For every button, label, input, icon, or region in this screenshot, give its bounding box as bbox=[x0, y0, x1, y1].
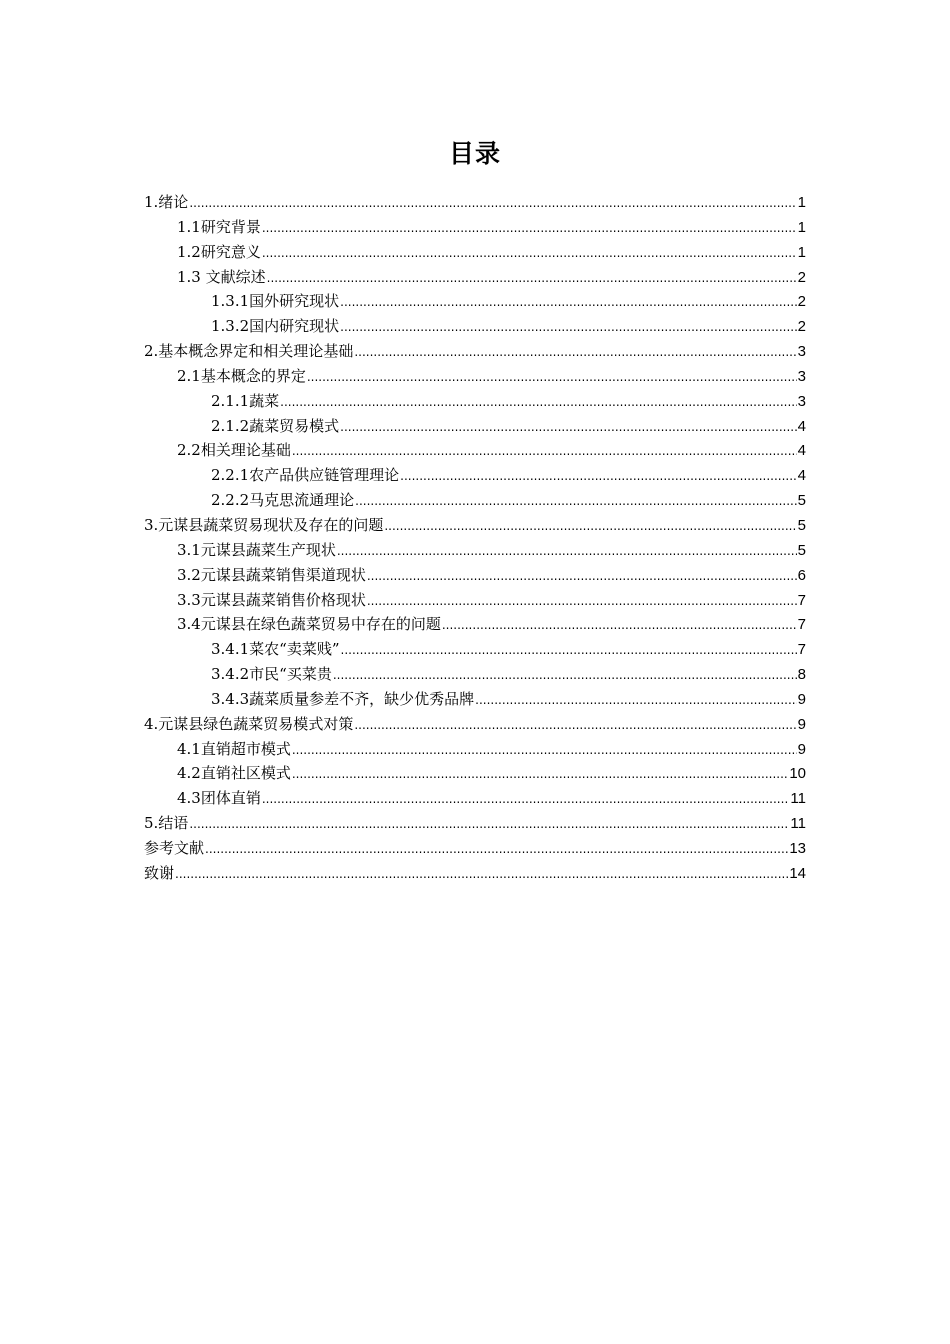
toc-dot-leader bbox=[354, 713, 796, 738]
toc-dot-leader bbox=[333, 663, 797, 688]
toc-entry-page-number: 14 bbox=[789, 864, 806, 882]
toc-entry[interactable] bbox=[144, 563, 806, 588]
toc-entry[interactable] bbox=[144, 240, 806, 265]
toc-entry[interactable] bbox=[144, 215, 806, 240]
toc-entry-text: 4.2直销社区模式 bbox=[177, 764, 291, 783]
toc-dot-leader bbox=[355, 489, 796, 514]
toc-entry-page-number: 3 bbox=[797, 343, 806, 361]
toc-entry-page-number: 11 bbox=[790, 815, 806, 833]
toc-dot-leader bbox=[262, 787, 790, 812]
toc-dot-leader bbox=[267, 266, 797, 291]
toc-entry-text: 3.4.1菜农“卖菜贱” bbox=[211, 640, 340, 659]
toc-dot-leader bbox=[341, 638, 797, 663]
toc-entry[interactable] bbox=[144, 414, 806, 439]
toc-dot-leader bbox=[340, 415, 796, 440]
toc-entry-page-number: 5 bbox=[797, 541, 806, 559]
toc-entry-text: 2.基本概念界定和相关理论基础 bbox=[144, 342, 354, 361]
toc-entry-text: 4.元谋县绿色蔬菜贸易模式对策 bbox=[144, 714, 354, 733]
toc-entry[interactable] bbox=[144, 687, 806, 712]
toc-entry-text: 致谢 bbox=[144, 863, 175, 882]
toc-entry-text: 3.4元谋县在绿色蔬菜贸易中存在的问题 bbox=[177, 615, 441, 634]
toc-dot-leader bbox=[292, 738, 797, 763]
toc-entry-page-number: 3 bbox=[797, 392, 806, 410]
toc-entry-text: 1.1研究背景 bbox=[177, 217, 261, 236]
toc-entry-text: 3.1元谋县蔬菜生产现状 bbox=[177, 540, 336, 559]
toc-dot-leader bbox=[262, 216, 797, 241]
toc-entry-page-number: 1 bbox=[797, 194, 806, 211]
toc-entry-page-number: 4 bbox=[797, 417, 806, 435]
toc-entry[interactable] bbox=[144, 265, 806, 290]
toc-entry-text: 2.2.1农产品供应链管理理论 bbox=[211, 466, 400, 485]
toc-entry-text: 1.3.1国外研究现状 bbox=[211, 292, 340, 311]
toc-entry-page-number: 1 bbox=[797, 218, 806, 236]
toc-entry-page-number: 7 bbox=[797, 591, 806, 609]
toc-entry-text: 2.1.2蔬菜贸易模式 bbox=[211, 416, 340, 435]
toc-entry-page-number: 1 bbox=[797, 243, 806, 261]
toc-entry[interactable] bbox=[144, 637, 806, 662]
toc-entry-page-number: 2 bbox=[797, 268, 806, 286]
toc-entry-text: 3.2元谋县蔬菜销售渠道现状 bbox=[177, 565, 366, 584]
toc-entry[interactable] bbox=[144, 861, 806, 886]
toc-entry-text: 参考文献 bbox=[144, 838, 205, 857]
toc-entry[interactable] bbox=[144, 389, 806, 414]
toc-entry-text: 4.3团体直销 bbox=[177, 789, 261, 808]
toc-entry-text: 2.2.2马克思流通理论 bbox=[211, 491, 355, 510]
toc-entry-text: 1.3.2国内研究现状 bbox=[211, 317, 340, 336]
toc-entry[interactable] bbox=[144, 786, 806, 811]
toc-dot-leader bbox=[340, 290, 796, 315]
toc-entry[interactable] bbox=[144, 339, 806, 364]
toc-entry-text: 1.3 文献综述 bbox=[177, 267, 266, 286]
toc-entry[interactable] bbox=[144, 712, 806, 737]
toc-entry-text: 3.元谋县蔬菜贸易现状及存在的问题 bbox=[144, 515, 384, 534]
toc-entry-page-number: 2 bbox=[797, 293, 806, 311]
toc-dot-leader bbox=[442, 613, 797, 638]
toc-entry[interactable] bbox=[144, 190, 806, 215]
toc-dot-leader bbox=[384, 514, 796, 539]
toc-entry-text: 4.1直销超市模式 bbox=[177, 739, 291, 758]
toc-entry-page-number: 8 bbox=[797, 666, 806, 684]
toc-entry-page-number: 9 bbox=[797, 715, 806, 733]
toc-entry-text: 2.2相关理论基础 bbox=[177, 441, 291, 460]
toc-entry-text: 2.1.1蔬菜 bbox=[211, 391, 280, 410]
toc-entry-page-number: 7 bbox=[797, 616, 806, 634]
toc-entry-page-number: 7 bbox=[797, 641, 806, 659]
toc-entry-page-number: 5 bbox=[797, 516, 806, 534]
toc-entry[interactable] bbox=[144, 463, 806, 488]
toc-entry[interactable] bbox=[144, 538, 806, 563]
toc-dot-leader bbox=[189, 191, 796, 216]
toc-entry[interactable] bbox=[144, 513, 806, 538]
toc-dot-leader bbox=[205, 837, 788, 862]
toc-entry-page-number: 6 bbox=[797, 566, 806, 584]
toc-entry-text: 3.3元谋县蔬菜销售价格现状 bbox=[177, 590, 366, 609]
toc-dot-leader bbox=[307, 365, 797, 390]
toc-entry[interactable] bbox=[144, 588, 806, 613]
toc-dot-leader bbox=[189, 812, 789, 837]
toc-dot-leader bbox=[354, 340, 796, 365]
toc-entry[interactable] bbox=[144, 761, 806, 786]
toc-entry[interactable] bbox=[144, 836, 806, 861]
toc-entry-page-number: 3 bbox=[797, 367, 806, 385]
toc-list bbox=[144, 190, 806, 886]
toc-entry-page-number: 9 bbox=[797, 690, 806, 708]
toc-entry[interactable] bbox=[144, 811, 806, 836]
toc-dot-leader bbox=[367, 564, 797, 589]
toc-entry[interactable] bbox=[144, 438, 806, 463]
toc-dot-leader bbox=[175, 862, 788, 887]
toc-entry[interactable] bbox=[144, 737, 806, 762]
toc-entry-text: 1.绪论 bbox=[144, 193, 189, 211]
toc-entry-text: 1.2研究意义 bbox=[177, 242, 261, 261]
toc-entry-page-number: 13 bbox=[789, 839, 806, 857]
toc-dot-leader bbox=[367, 589, 797, 614]
toc-entry[interactable] bbox=[144, 662, 806, 687]
toc-dot-leader bbox=[292, 762, 788, 787]
toc-entry-page-number: 2 bbox=[797, 318, 806, 336]
toc-entry[interactable] bbox=[144, 314, 806, 339]
toc-entry[interactable] bbox=[144, 488, 806, 513]
toc-dot-leader bbox=[292, 439, 797, 464]
toc-entry-text: 3.4.3蔬菜质量参差不齐，缺少优秀品牌 bbox=[211, 689, 475, 708]
toc-dot-leader bbox=[475, 688, 796, 713]
toc-entry[interactable] bbox=[144, 612, 806, 637]
toc-title: 目录 bbox=[448, 139, 501, 168]
toc-entry-text: 2.1基本概念的界定 bbox=[177, 366, 306, 385]
toc-dot-leader bbox=[337, 539, 797, 564]
toc-dot-leader bbox=[262, 241, 797, 266]
toc-entry[interactable] bbox=[144, 289, 806, 314]
toc-dot-leader bbox=[280, 390, 796, 415]
toc-entry-page-number: 4 bbox=[797, 467, 806, 485]
toc-entry-page-number: 10 bbox=[789, 765, 806, 783]
toc-dot-leader bbox=[340, 315, 796, 340]
toc-entry-page-number: 5 bbox=[797, 492, 806, 510]
toc-entry-page-number: 4 bbox=[797, 442, 806, 460]
toc-entry-text: 3.4.2市民“买菜贵 bbox=[211, 665, 332, 684]
toc-entry-page-number: 11 bbox=[790, 790, 806, 808]
toc-dot-leader bbox=[400, 464, 796, 489]
toc-entry-page-number: 9 bbox=[797, 740, 806, 758]
toc-entry[interactable] bbox=[144, 364, 806, 389]
toc-entry-text: 5.结语 bbox=[144, 814, 189, 833]
